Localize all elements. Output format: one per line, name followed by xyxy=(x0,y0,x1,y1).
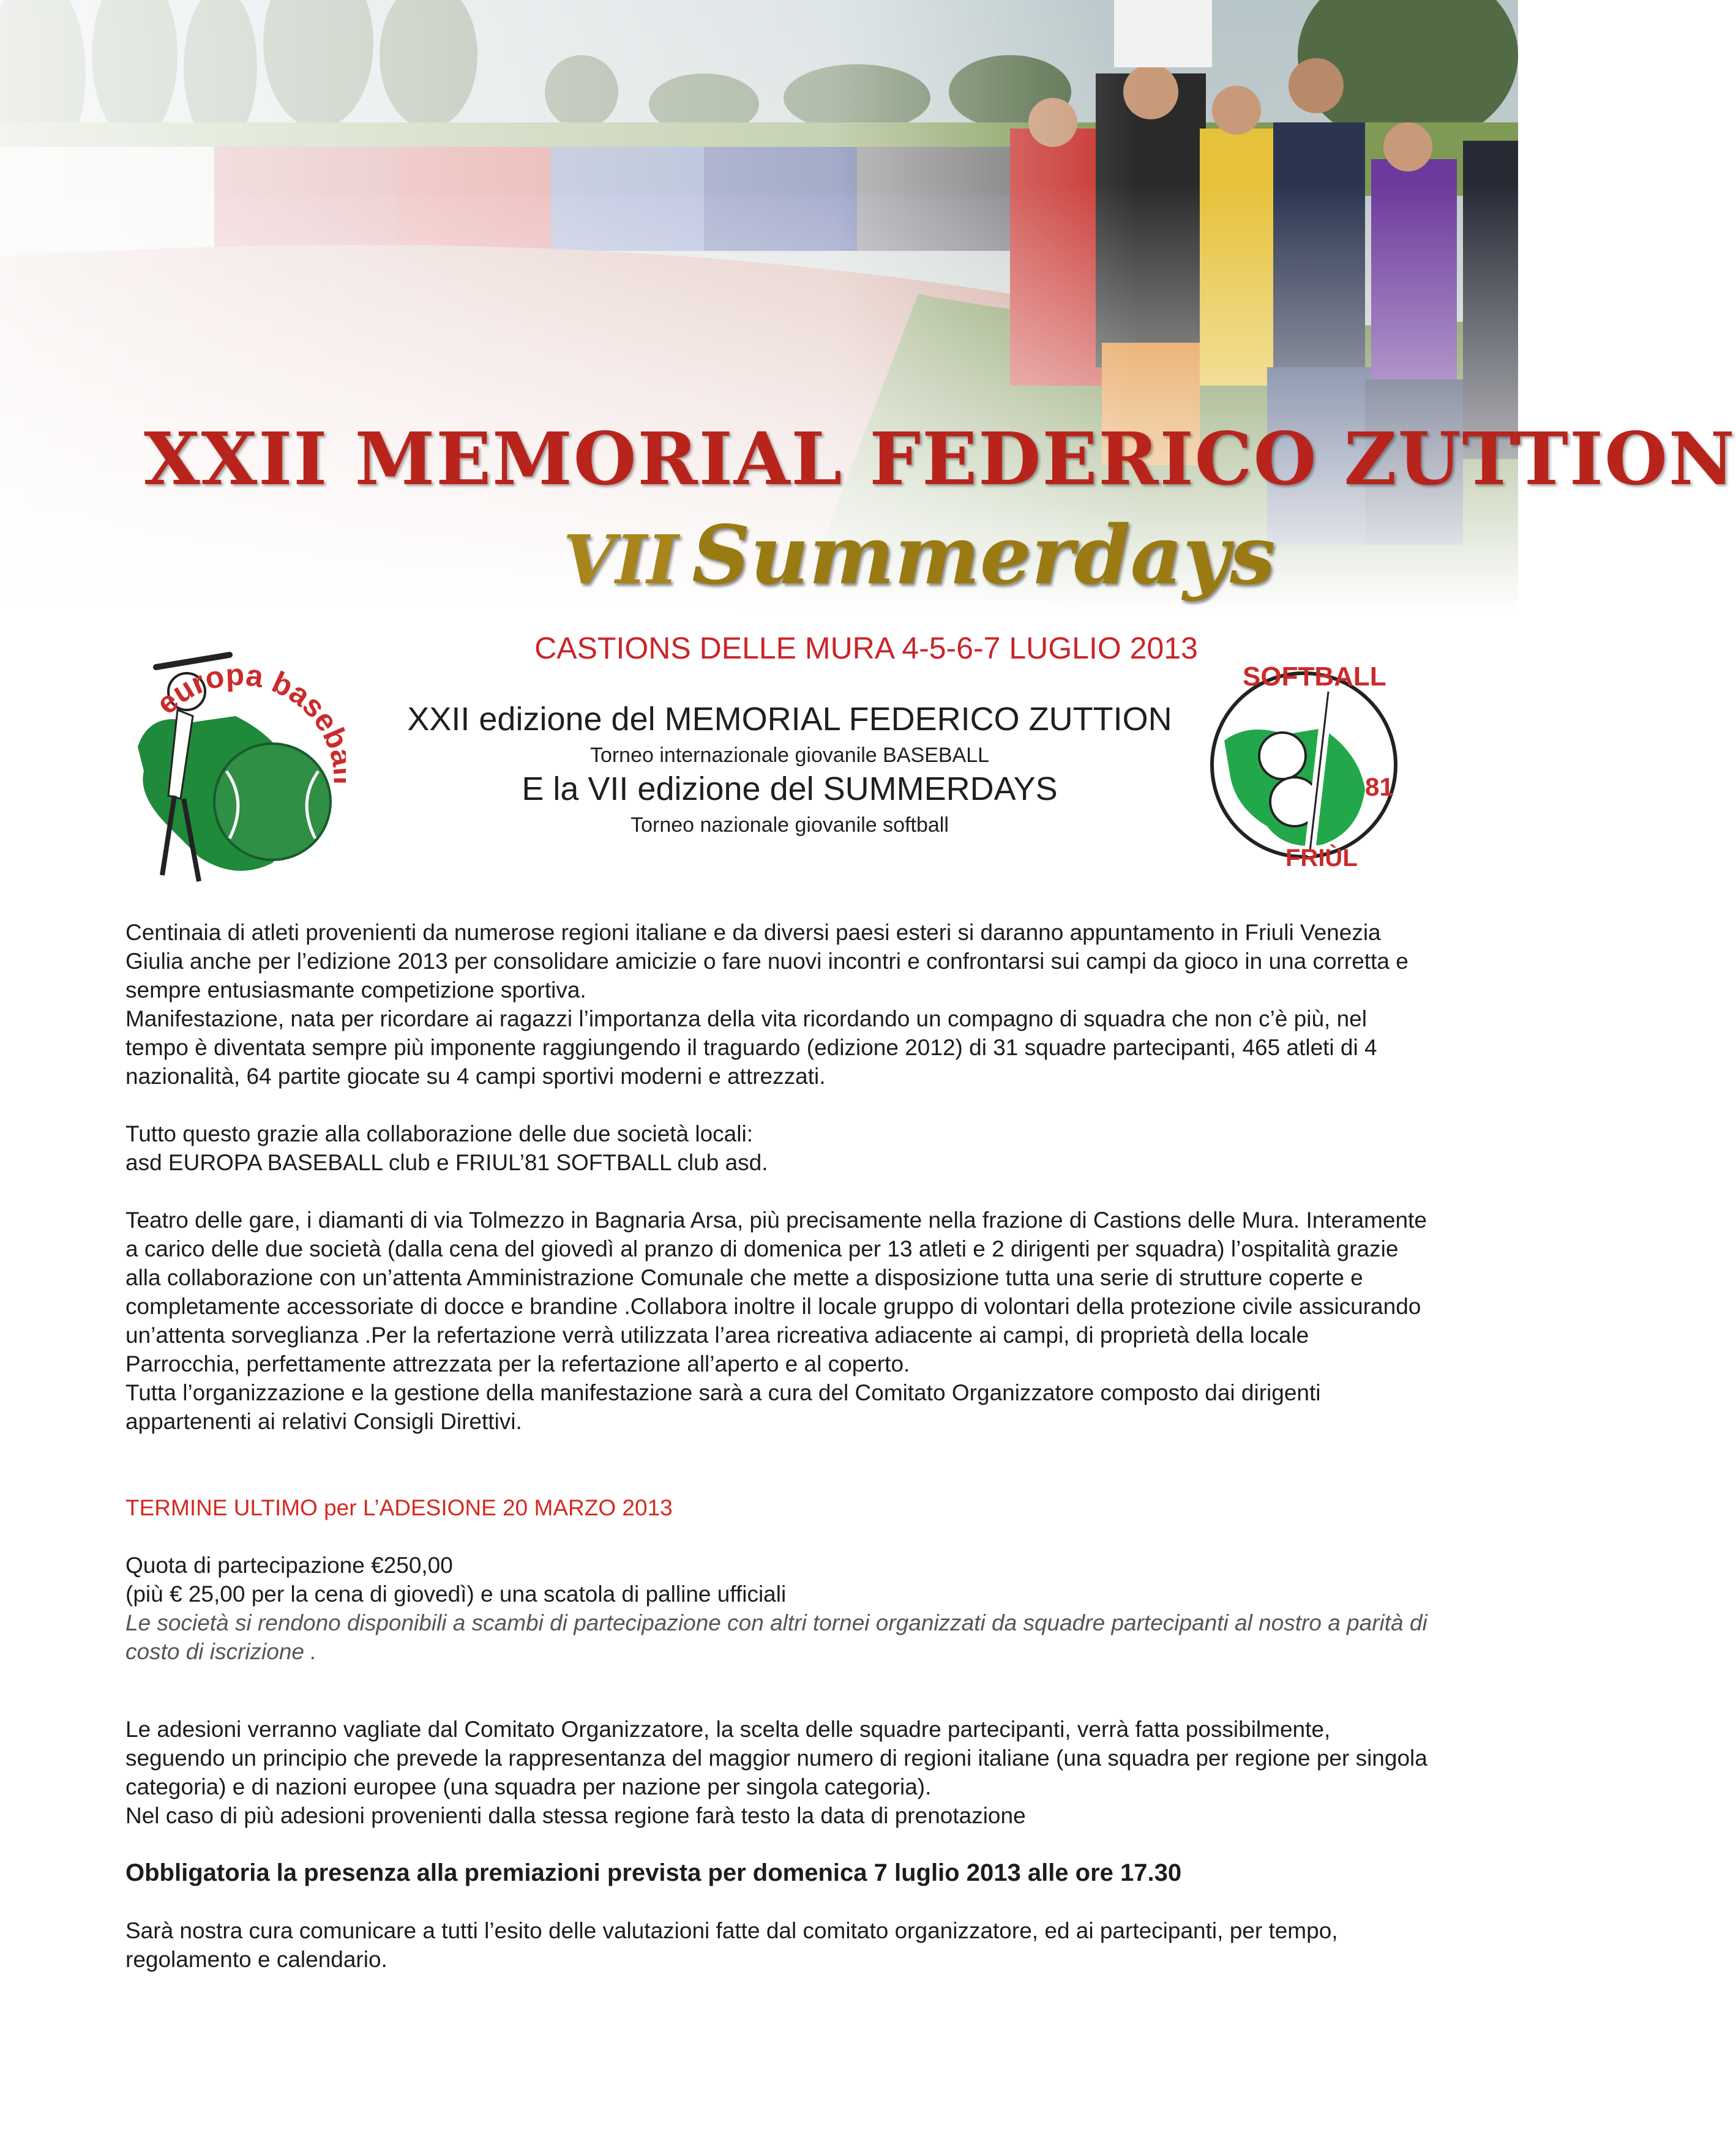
event-line-memorial: XXII edizione del MEMORIAL FEDERICO ZUTTION xyxy=(407,701,1172,737)
fee-exchange-note: Le società si rendono disponibili a scambi di partecipazione con altri tornei organizzati da squadre partecipanti al nostro a parità di costo di iscrizione . xyxy=(125,1610,1427,1664)
paragraph-history: Manifestazione, nata per ricordare ai ragazzi l’importanza della vita ricordando un compagno di squadra che non c’è più, nel tempo è diventata sempre più imponente raggiungendo il traguardo (edizione 2012) di 31 squadre partecipanti, 465 atleti di 4 nazionalità, 64 partite giocate su 4 campi sportivi moderni e attrezzati. xyxy=(125,1006,1377,1089)
paragraph-organization: Tutta l’organizzazione e la gestione della manifestazione sarà a cura del Comitato Organizzatore composto dai dirigenti appartenenti ai relativi Consigli Direttivi. xyxy=(125,1380,1321,1434)
europa-baseball-logo-text: europa base xyxy=(149,657,345,738)
logo-81-text: 81 xyxy=(1365,772,1394,801)
paragraph-closing: Sarà nostra cura comunicare a tutti l’esito delle valutazioni fatte dal comitato organizzatore, ed ai partecipanti, per tempo, regolamento e calendario. xyxy=(125,1918,1338,1972)
paragraph-clubs: asd EUROPA BASEBALL club e FRIUL’81 SOFTBALL club asd. xyxy=(125,1150,768,1175)
subtitle-summerdays xyxy=(563,508,1275,603)
event-line-softball: Torneo nazionale giovanile softball xyxy=(630,813,949,837)
fee-line: Quota di partecipazione €250,00 xyxy=(125,1553,453,1578)
europa-baseball-logo xyxy=(125,643,346,900)
paragraph-intro: Centinaia di atleti provenienti da numerose regioni italiane e da diversi paesi esteri si daranno appuntamento in Friuli Venezia Giulia anche per l’edizione 2013 per consolidare amicizie o fare nuovi incontri e confrontarsi sui campi da gioco in una corretta e sempre entusiasmante competizione sportiva. xyxy=(125,920,1409,1003)
deadline-notice: TERMINE ULTIMO per L’ADESIONE 20 MARZO 2013 xyxy=(125,1495,673,1520)
event-line-baseball: Torneo internazionale giovanile BASEBALL xyxy=(589,744,990,767)
subtitle-text: Summerdays xyxy=(692,508,1276,603)
paragraph-selection: Le adesioni verranno vagliate dal Comitato Organizzatore, la scelta delle squadre partecipanti, verrà fatta possibilmente, seguendo un principio che prevede la rappresentanza del maggior numero di regioni italiane (una squadra per regione per singola categoria) e di nazioni europee (una squadra per nazione per singola categoria). xyxy=(125,1717,1427,1799)
paragraph-thanks: Tutto questo grazie alla collaborazione delle due società locali: xyxy=(125,1121,753,1146)
event-line-summerdays: E la VII edizione del SUMMERDAYS xyxy=(522,771,1058,807)
body-text xyxy=(125,918,1429,1974)
event-dateline: CASTIONS DELLE MURA 4-5-6-7 LUGLIO 2013 xyxy=(534,631,1198,665)
logo-friul-text: FRIÙL xyxy=(1285,845,1358,872)
event-summary xyxy=(343,698,1237,842)
paragraph-priority: Nel caso di più adesioni provenienti dalla stessa regione farà testo la data di prenotazione xyxy=(125,1803,1026,1828)
subtitle-edition-number: VII xyxy=(563,520,679,599)
main-title: XXII MEMORIAL FEDERICO ZUTTION xyxy=(144,416,1736,501)
mandatory-award-notice: Obbligatoria la presenza alla premiazioni prevista per domenica 7 luglio 2013 alle ore 17.30 xyxy=(125,1859,1182,1886)
logo-softball-text: SOFTBALL xyxy=(1243,662,1386,692)
paragraph-venue: Teatro delle gare, i diamanti di via Tolmezzo in Bagnaria Arsa, più precisamente nella frazione di Castions delle Mura. Interamente a carico delle due società (dalla cena del giovedì al pranzo di domenica per 13 atleti e 2 dirigenti per squadra) l’ospitalità grazie alla collaborazione con un’attenta Amministrazione Comunale che mette a disposizione tutta una serie di strutture coperte e completamente accessoriate di docce e brandine .Collabora inoltre il locale gruppo di volontari della protezione civile assicurando un’attenta sorveglianza .Per la refertazione verrà utilizzata l’area ricreativa adiacente ai campi, di proprietà della locale Parrocchia, perfettamente attrezzata per la refertazione all’aperto e al coperto. xyxy=(125,1208,1427,1376)
fee-extra-line: (più € 25,00 per la cena di giovedì) e una scatola di palline ufficiali xyxy=(125,1581,787,1607)
